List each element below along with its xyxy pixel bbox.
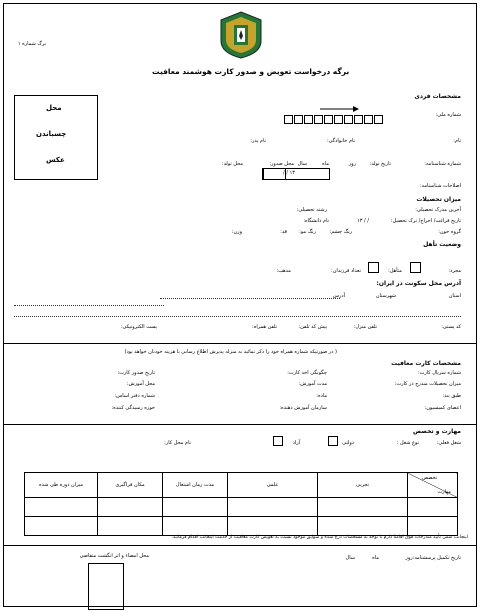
arrow-right-icon [320, 106, 360, 112]
national-code-label: شماره ملی: [435, 112, 461, 118]
religion-label: مذهب: [276, 268, 291, 274]
free-checkbox[interactable] [273, 436, 283, 446]
form-title: برگه درخواست تعویض و صدور کارت هوشمند معافیت [152, 67, 350, 76]
birth-date-label: تاریخ تولد: [369, 161, 391, 167]
address-line-2 [14, 305, 164, 306]
article-label: ماده: [316, 393, 327, 399]
table-header: مدت زمان اشتغال [163, 473, 228, 498]
fill-month-label: ماه [372, 555, 379, 561]
province-label: استان [448, 293, 461, 299]
table-row[interactable] [25, 498, 458, 517]
home-phone-label: تلفن منزل: [353, 324, 377, 330]
signature-label: محل امضاء و اثر انگشت متقاضی [79, 553, 149, 559]
police-emblem-icon [219, 11, 263, 59]
personal-section-title: مشخصات فردی [414, 93, 461, 100]
height-label: قد: [280, 229, 287, 235]
birth-date-box[interactable] [262, 168, 330, 180]
single-checkbox[interactable] [410, 262, 421, 273]
mobile-note: ( در صورتیکه شماره همراه خود را ذکر نمائید به منزله پذیرش اطلاع رسانی با هزینه خودتان خواهد بود) [124, 349, 337, 355]
birth-year-label: سال [297, 161, 307, 167]
education-on-card-label: میزان تحصیلات مندرج در کارت: [394, 381, 461, 387]
table-corner-cell [408, 473, 458, 498]
grad-date-label: تاریخ فراغت/ اخراج/ ترک تحصیل: [390, 218, 461, 224]
study-period-label: مدت آموزش: [298, 381, 327, 387]
address-section-title: آدرس محل سکونت در ایران: [376, 280, 461, 287]
government-checkbox[interactable] [328, 436, 338, 446]
government-label: دولتی [342, 440, 354, 446]
weight-label: وزن: [231, 229, 242, 235]
photo-box-line2: چسباندن [36, 130, 67, 138]
divider-1 [3, 343, 477, 344]
address-line-1 [160, 298, 340, 299]
form-number: برگ شماره ۱ [17, 41, 46, 47]
divider-3 [3, 545, 477, 546]
area-code-label: پیش کد تلفن: [298, 324, 327, 330]
postal-code-label: کد پستی: [441, 324, 461, 330]
university-label: نام دانشگاه: [303, 218, 329, 224]
table-row[interactable] [25, 517, 458, 536]
table-header: مکان فراگیری [98, 473, 163, 498]
city-label: شهرستان [375, 293, 396, 299]
family-name-label: نام خانوادگی: [326, 138, 355, 144]
birth-date-pattern: ۱۳ / / [283, 170, 295, 176]
table-header: علمی [228, 473, 318, 498]
birth-month-label: ماه [322, 161, 329, 167]
id-corrections-label: اصلاحات شناسنامه: [419, 183, 461, 189]
table-corner-bottom: مهارت [437, 489, 451, 495]
checker-scope-label: حوزه رسیدگی کننده: [111, 405, 155, 411]
blood-group-label: گروه خون: [438, 229, 461, 235]
id-number-label: شماره شناسنامه: [424, 161, 461, 167]
job-kind-label: نوع شغل : [396, 440, 419, 446]
register-number-label: شماره دفتر اساس: [114, 393, 155, 399]
education-section-title: میزان تحصیلات [416, 196, 461, 203]
photo-box [14, 95, 98, 180]
name-label: نام: [453, 138, 461, 144]
skills-section-title: مهارت و تخصص [413, 428, 461, 435]
training-place-label: محل آموزش: [126, 381, 155, 387]
table-header: میزان دوره طی شده [25, 473, 98, 498]
married-checkbox[interactable] [368, 262, 379, 273]
card-source-label: چگونگی اخذ کارت: [287, 370, 327, 376]
photo-box-line3: عکس [46, 156, 65, 164]
fingerprint-box[interactable] [88, 563, 124, 610]
married-label: متأهل: [388, 268, 402, 274]
grad-date-value: / / ۱۳ [357, 218, 369, 224]
last-degree-label: آخرین مدرک تحصیلی: [415, 207, 461, 213]
mobile-label: تلفن همراه: [252, 324, 277, 330]
national-code-boxes[interactable] [284, 115, 383, 124]
current-job-label: شغل فعلی: [436, 440, 461, 446]
issue-date-label: تاریخ صدور کارت: [117, 370, 155, 376]
commission-label: اعضای کمیسیون: [424, 405, 461, 411]
children-label: تعداد فرزندان: [331, 268, 361, 274]
birth-place-label: محل تولد: [221, 161, 243, 167]
fill-date-label: تاریخ تکمیل پرسشنامه:روز [405, 555, 461, 561]
field-label: رشته تحصیلی: [296, 207, 327, 213]
exemption-section-title: مشخصات کارت معافیت [391, 360, 461, 367]
skills-table [24, 472, 458, 536]
single-label: مجرد: [448, 268, 461, 274]
address-label: آدرس [332, 293, 345, 299]
fill-year-label: سال [345, 555, 355, 561]
photo-box-line1: محل [46, 104, 62, 112]
address-line-3 [14, 316, 461, 317]
free-label: آزاد [292, 440, 300, 446]
eye-color-label: رنگ چشم: [329, 229, 352, 235]
according-to-label: طبق بند: [442, 393, 461, 399]
issuing-org-label: سازمان آموزش دهنده: [279, 405, 327, 411]
pledge-text: اینجانب ضمن تأیید مندرجات فوق اقامتا دارم با توجه به مشخصات درج شده و سوابق موجود نسبت به تعویض کارت معافیت از خدمت اینجانب اقدام فرمائید. [171, 535, 468, 540]
marital-section-title: وضعیت تأهل [423, 241, 461, 248]
hair-color-label: رنگ مو: [299, 229, 316, 235]
father-name-label: نام پدر: [250, 138, 266, 144]
divider-2 [3, 424, 477, 425]
birth-day-label: روز [348, 161, 356, 167]
email-label: پست الکترونیکی: [120, 324, 157, 330]
serial-label: شماره سریال کارت: [417, 370, 461, 376]
workplace-label: نام محل کار: [164, 440, 191, 446]
issue-place-label: محل صدور: [269, 161, 294, 167]
table-corner-top: تخصص [422, 475, 438, 481]
table-header: تجربی [318, 473, 408, 498]
